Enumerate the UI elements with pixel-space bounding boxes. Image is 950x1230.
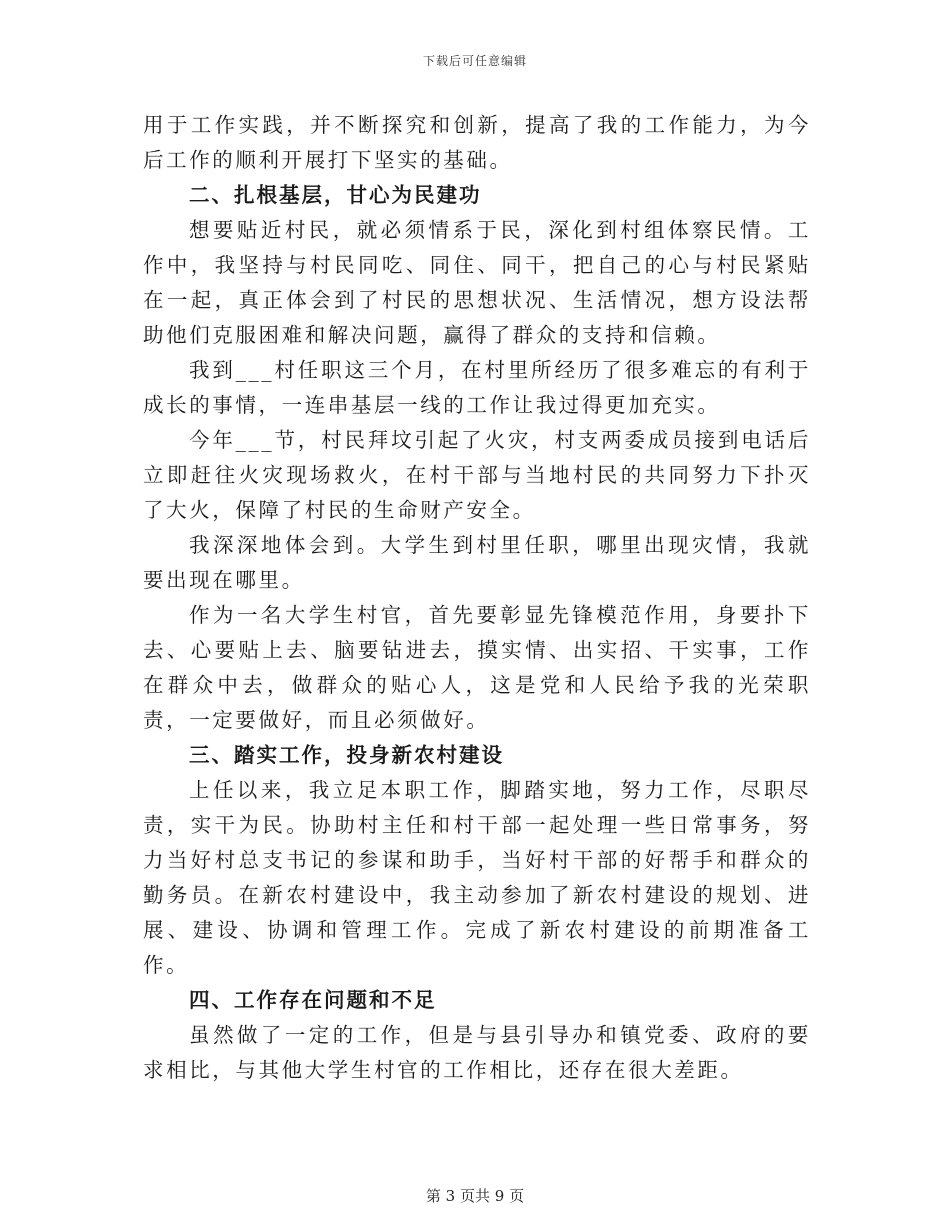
document-body xyxy=(143,108,811,1088)
paragraph: 我深深地体会到。大学生到村里任职，哪里出现灾情，我就要出现在哪里。 xyxy=(143,533,811,592)
paragraph: 今年___节，村民拜坟引起了火灾，村支两委成员接到电话后立即赶往火灾现场救火，在村干部与当地村民的共同努力下扑灭了大火，保障了村民的生命财产安全。 xyxy=(143,428,811,522)
section-heading-3: 三、踏实工作，投身新农村建设 xyxy=(189,743,504,767)
page-number-footer: 第 3 页共 9 页 xyxy=(425,1187,525,1205)
section-heading-2: 二、扎根基层，甘心为民建功 xyxy=(189,183,482,207)
paragraph: 想要贴近村民，就必须情系于民，深化到村组体察民情。工作中，我坚持与村民同吃、同住、同干，把自己的心与村民紧贴在一起，真正体会到了村民的思想状况、生活情况，想方设法帮助他们克服困难和解决问题，赢得了群众的支持和信赖。 xyxy=(143,218,811,347)
paragraph: 上任以来，我立足本职工作，脚踏实地，努力工作，尽职尽责，实干为民。协助村主任和村干部一起处理一些日常事务，努力当好村总支书记的参谋和助手，当好村干部的好帮手和群众的勤务员。在新农村建设中，我主动参加了新农村建设的规划、进展、建设、协调和管理工作。完成了新农村建设的前期准备工作。 xyxy=(143,778,811,977)
paragraph: 作为一名大学生村官，首先要彰显先锋模范作用，身要扑下去、心要贴上去、脑要钻进去，摸实情、出实招、干实事，工作在群众中去，做群众的贴心人，这是党和人民给予我的光荣职责，一定要做好，而且必须做好。 xyxy=(143,603,811,732)
section-heading-4: 四、工作存在问题和不足 xyxy=(189,988,437,1012)
paragraph: 虽然做了一定的工作，但是与县引导办和镇党委、政府的要求相比，与其他大学生村官的工作相比，还存在很大差距。 xyxy=(143,1023,811,1082)
paragraph: 我到___村任职这三个月，在村里所经历了很多难忘的有利于成长的事情，一连串基层一线的工作让我过得更加充实。 xyxy=(143,358,811,417)
paragraph-continuation: 用于工作实践，并不断探究和创新，提高了我的工作能力，为今后工作的顺利开展打下坚实的基础。 xyxy=(143,113,811,172)
page-header: 下载后可任意编辑 xyxy=(422,54,527,68)
